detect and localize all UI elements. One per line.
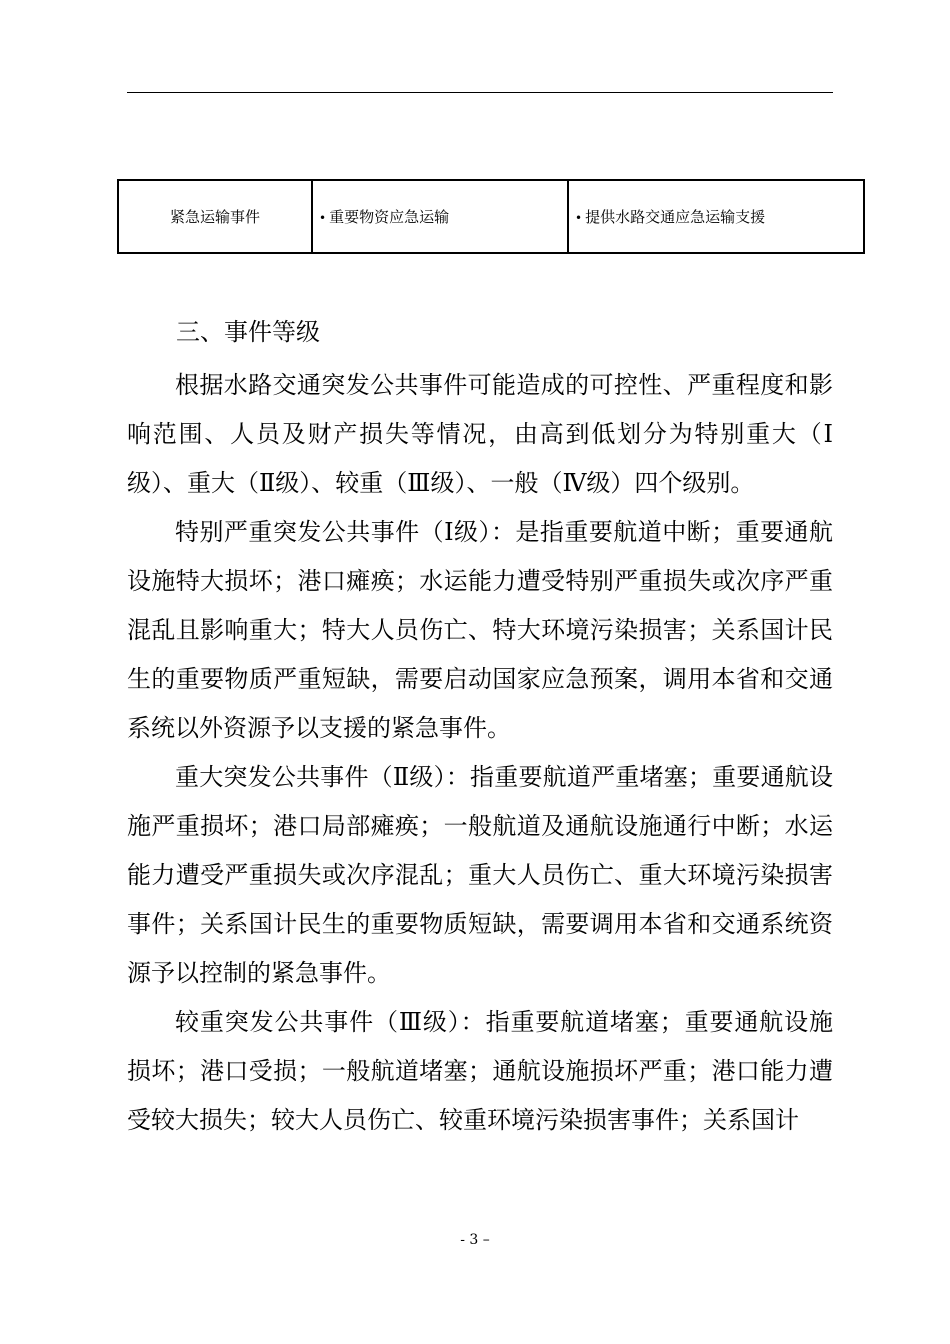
table-cell-response: [568, 180, 864, 253]
paragraph-level-3: 较重突发公共事件（Ⅲ级）：指重要航道堵塞；重要通航设施损坏；港口受损；一般航道堵塞；通航设施损坏严重；港口能力遭受较大损失；较大人员伤亡、较重环境污染损害事件；关系国计: [127, 1008, 833, 1134]
page-number: - 3 –: [460, 1232, 490, 1248]
table-cell-event-type: [118, 180, 312, 253]
event-table: [117, 179, 865, 254]
body-text: [127, 361, 833, 1145]
response-text: 提供水路交通应急运输支援: [585, 208, 766, 226]
item-text: 重要物资应急运输: [329, 208, 450, 226]
paragraph-level-2: 重大突发公共事件（Ⅱ级）：指重要航道严重堵塞；重要通航设施严重损坏；港口局部瘫痪；一般航道及通航设施通行中断；水运能力遭受严重损失或次序混乱；重大人员伤亡、重大环境污染损害事件；关系国计民生的重要物质短缺，需要调用本省和交通系统资源予以控制的紧急事件。: [127, 763, 833, 987]
section-title: 三、事件等级: [176, 318, 320, 346]
table-row: [118, 180, 864, 253]
header-rule: [127, 92, 833, 93]
event-type-text: 紧急运输事件: [169, 208, 260, 226]
paragraph-level-1: 特别严重突发公共事件（Ⅰ级）：是指重要航道中断；重要通航设施特大损坏；港口瘫痪；水运能力遭受特别严重损失或次序严重混乱且影响重大；特大人员伤亡、特大环境污染损害；关系国计民生的重要物质严重短缺，需要启动国家应急预案，调用本省和交通系统以外资源予以支援的紧急事件。: [127, 518, 833, 742]
bullet-icon: •: [575, 211, 583, 225]
bullet-icon: •: [319, 211, 327, 225]
paragraph-intro: 根据水路交通突发公共事件可能造成的可控性、严重程度和影响范围、人员及财产损失等情况，由高到低划分为特别重大（Ⅰ级）、重大（Ⅱ级）、较重（Ⅲ级）、一般（Ⅳ级）四个级别。: [127, 371, 833, 497]
table-cell-item: [312, 180, 568, 253]
